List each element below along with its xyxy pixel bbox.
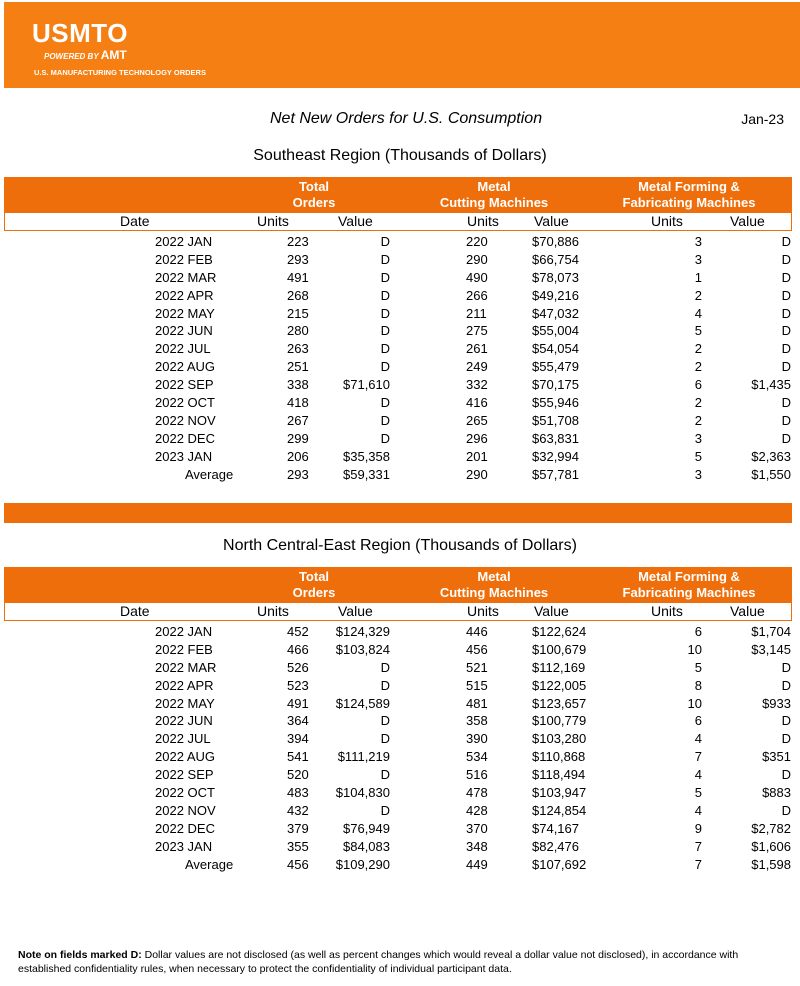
cell-form-value: D — [781, 269, 791, 285]
cell-total-value: $109,290 — [335, 856, 390, 872]
cell-date: 2022 FEB — [155, 251, 213, 267]
cell-date: 2022 JUL — [155, 731, 211, 747]
cell-total-value: D — [380, 659, 390, 675]
cell-cut-units: 534 — [466, 749, 488, 765]
col-cut-value: Value — [534, 213, 569, 229]
cell-form-units: 6 — [694, 624, 702, 639]
cell-form-units: 4 — [694, 767, 702, 783]
cell-total-value: D — [380, 677, 390, 693]
cell-form-units: 5 — [694, 448, 702, 464]
cell-cut-value: $103,947 — [532, 785, 587, 801]
footnote-text: Dollar values are not disclosed (as well as percent changes which would reveal a dollar value not disclosed), in accordance with established confidentiality rules, when necessary to protect the confidentiality of individual participant data. — [18, 949, 739, 975]
cell-date: 2022 NOV — [155, 802, 216, 818]
table-row — [0, 730, 800, 748]
cell-cut-value: $54,054 — [532, 341, 579, 357]
cell-form-value: D — [781, 395, 791, 411]
table-row — [0, 269, 800, 287]
cell-total-units: 355 — [287, 838, 309, 854]
cell-cut-units: 478 — [466, 785, 488, 801]
cell-form-units: 6 — [694, 377, 702, 393]
cell-form-value: D — [781, 677, 791, 693]
cell-form-value: D — [781, 359, 791, 375]
report-date: Jan-23 — [741, 111, 784, 127]
col-cut-value: Value — [534, 603, 569, 619]
table-row — [0, 838, 800, 856]
cell-total-value: $124,589 — [335, 695, 390, 711]
cell-form-units: 7 — [694, 749, 702, 765]
cell-date: 2022 JAN — [155, 624, 213, 639]
cell-form-units: 2 — [694, 395, 702, 411]
cell-total-value: D — [380, 767, 390, 783]
cell-form-units: 5 — [694, 785, 702, 801]
cell-cut-units: 332 — [466, 377, 488, 393]
cell-form-value: D — [781, 713, 791, 729]
cell-form-value: D — [781, 234, 791, 249]
cell-date: 2022 DEC — [155, 430, 215, 446]
cell-date: 2023 JAN — [155, 448, 213, 464]
cell-total-value: $124,329 — [335, 624, 390, 639]
cell-cut-units: 449 — [466, 856, 488, 872]
col-total-units: Units — [257, 603, 289, 619]
cell-date: 2022 OCT — [155, 395, 215, 411]
cell-date: 2022 MAR — [155, 269, 217, 285]
cell-cut-units: 290 — [466, 466, 488, 482]
report-title: Net New Orders for U.S. Consumption — [270, 110, 543, 127]
cell-form-value: D — [781, 767, 791, 783]
amt-logo: AMT — [100, 48, 127, 62]
table-row — [0, 305, 800, 323]
cell-total-value: D — [380, 287, 390, 303]
cell-cut-value: $57,781 — [532, 466, 579, 482]
cell-total-value: $84,083 — [343, 838, 390, 854]
group-total-orders: Total Orders — [292, 179, 336, 210]
cell-total-value: D — [380, 234, 390, 249]
table-column-header — [4, 213, 792, 231]
cell-date: 2022 MAR — [155, 659, 217, 675]
cell-total-units: 466 — [287, 641, 309, 657]
cell-form-value: $1,606 — [751, 838, 791, 854]
cell-form-units: 10 — [687, 641, 702, 657]
usmto-logo: USMTO — [32, 18, 128, 48]
cell-cut-value: $107,692 — [532, 856, 587, 872]
cell-cut-units: 416 — [466, 395, 488, 411]
cell-cut-units: 490 — [466, 269, 488, 285]
col-date: Date — [120, 603, 150, 619]
col-cut-units: Units — [467, 213, 499, 229]
cell-cut-units: 521 — [466, 659, 488, 675]
cell-total-value: $59,331 — [343, 466, 390, 482]
cell-cut-value: $124,854 — [532, 802, 587, 818]
cell-form-value: D — [781, 802, 791, 818]
cell-form-units: 3 — [694, 430, 702, 446]
header-banner — [4, 2, 800, 88]
cell-date: 2022 FEB — [155, 641, 213, 657]
cell-cut-units: 220 — [466, 234, 488, 249]
cell-form-value: $1,598 — [751, 856, 791, 872]
cell-form-value: D — [781, 305, 791, 321]
cell-form-units: 1 — [694, 269, 702, 285]
cell-form-value: D — [781, 287, 791, 303]
cell-cut-value: $49,216 — [532, 287, 579, 303]
cell-total-units: 223 — [287, 234, 309, 249]
cell-cut-value: $78,073 — [532, 269, 579, 285]
cell-form-units: 3 — [694, 466, 702, 482]
cell-cut-units: 370 — [466, 820, 488, 836]
cell-form-units: 7 — [694, 856, 702, 872]
table-row — [0, 641, 800, 659]
table-body-southeast — [0, 233, 800, 483]
cell-form-units: 2 — [694, 359, 702, 375]
cell-cut-value: $122,624 — [532, 624, 587, 639]
cell-total-value: D — [380, 251, 390, 267]
cell-cut-units: 358 — [466, 713, 488, 729]
table-row — [0, 376, 800, 394]
cell-date: 2022 MAY — [155, 305, 215, 321]
cell-cut-value: $100,779 — [532, 713, 587, 729]
cell-form-value: D — [781, 659, 791, 675]
cell-date: 2022 JAN — [155, 234, 213, 249]
cell-form-value: D — [781, 323, 791, 339]
cell-form-value: D — [781, 412, 791, 428]
cell-form-value: $3,145 — [751, 641, 791, 657]
cell-total-units: 491 — [287, 269, 309, 285]
group-total-orders: Total Orders — [292, 569, 336, 600]
cell-total-value: $71,610 — [343, 377, 390, 393]
cell-date: 2022 SEP — [155, 377, 214, 393]
cell-form-units: 4 — [694, 802, 702, 818]
cell-date: 2022 MAY — [155, 695, 215, 711]
cell-total-value: D — [380, 713, 390, 729]
cell-total-units: 251 — [287, 359, 309, 375]
cell-date: 2023 JAN — [155, 838, 213, 854]
cell-date: 2022 APR — [155, 287, 214, 303]
cell-total-units: 523 — [287, 677, 309, 693]
cell-total-units: 364 — [287, 713, 309, 729]
cell-total-value: $111,219 — [337, 749, 390, 765]
table-column-header — [4, 603, 792, 621]
cell-date: 2022 AUG — [155, 749, 215, 765]
cell-total-value: D — [380, 341, 390, 357]
table-row — [0, 677, 800, 695]
average-row — [0, 466, 800, 484]
cell-form-value: D — [781, 251, 791, 267]
cell-total-units: 520 — [287, 767, 309, 783]
cell-total-units: 268 — [287, 287, 309, 303]
cell-cut-value: $110,868 — [532, 749, 586, 765]
cell-date: 2022 NOV — [155, 412, 216, 428]
cell-form-value: D — [781, 430, 791, 446]
footnote — [18, 948, 778, 976]
cell-date: Average — [185, 466, 234, 482]
cell-form-value: D — [781, 731, 791, 747]
cell-total-value: D — [380, 269, 390, 285]
cell-form-value: $933 — [762, 695, 791, 711]
table-group-header — [4, 177, 792, 213]
col-form-value: Value — [730, 213, 765, 229]
table-row — [0, 448, 800, 466]
cell-total-units: 491 — [287, 695, 309, 711]
cell-cut-value: $32,994 — [532, 448, 579, 464]
table-row — [0, 340, 800, 358]
cell-total-units: 280 — [287, 323, 309, 339]
cell-total-units: 338 — [287, 377, 309, 393]
cell-total-value: $76,949 — [343, 820, 390, 836]
cell-form-units: 2 — [694, 287, 702, 303]
cell-cut-units: 265 — [466, 412, 488, 428]
cell-total-units: 394 — [287, 731, 309, 747]
cell-date: 2022 AUG — [155, 359, 215, 375]
table-group-header — [4, 567, 792, 603]
table-row — [0, 287, 800, 305]
cell-form-value: $2,782 — [751, 820, 791, 836]
cell-total-value: $103,824 — [335, 641, 390, 657]
cell-form-units: 4 — [694, 731, 702, 747]
cell-cut-units: 348 — [466, 838, 488, 854]
table-row — [0, 358, 800, 376]
cell-form-value: $1,704 — [751, 624, 791, 639]
group-metal-forming: Metal Forming & Fabricating Machines — [622, 179, 756, 210]
cell-total-value: D — [380, 395, 390, 411]
cell-cut-value: $122,005 — [532, 677, 587, 693]
group-metal-forming: Metal Forming & Fabricating Machines — [622, 569, 756, 600]
region-title-southeast: Southeast Region (Thousands of Dollars) — [253, 147, 547, 164]
cell-cut-units: 296 — [466, 430, 488, 446]
cell-total-units: 267 — [287, 412, 309, 428]
tagline: U.S. MANUFACTURING TECHNOLOGY ORDERS — [34, 68, 206, 77]
cell-cut-units: 515 — [466, 677, 488, 693]
col-cut-units: Units — [467, 603, 499, 619]
cell-total-units: 299 — [287, 430, 309, 446]
cell-total-value: $104,830 — [335, 785, 390, 801]
cell-cut-value: $55,946 — [532, 395, 579, 411]
cell-cut-value: $123,657 — [532, 695, 587, 711]
cell-form-value: D — [781, 341, 791, 357]
cell-total-units: 418 — [287, 395, 309, 411]
table-row — [0, 766, 800, 784]
cell-form-value: $1,435 — [751, 377, 791, 393]
cell-form-units: 10 — [687, 695, 702, 711]
cell-cut-value: $103,280 — [532, 731, 587, 747]
average-row — [0, 856, 800, 874]
cell-date: 2022 OCT — [155, 785, 215, 801]
cell-cut-units: 275 — [466, 323, 488, 339]
cell-cut-value: $82,476 — [532, 838, 579, 854]
cell-form-units: 2 — [694, 341, 702, 357]
table-body-north-central-east — [0, 623, 800, 873]
cell-total-units: 263 — [287, 341, 309, 357]
cell-form-value: $2,363 — [751, 448, 791, 464]
cell-cut-units: 211 — [466, 305, 487, 321]
cell-form-units: 5 — [694, 659, 702, 675]
cell-cut-units: 201 — [466, 448, 488, 464]
table-row — [0, 659, 800, 677]
cell-form-units: 7 — [694, 838, 702, 854]
cell-cut-value: $118,494 — [532, 767, 586, 783]
section-divider — [4, 503, 792, 523]
table-row — [0, 430, 800, 448]
cell-cut-value: $74,167 — [532, 820, 579, 836]
cell-total-value: D — [380, 731, 390, 747]
cell-form-units: 4 — [694, 305, 702, 321]
cell-cut-value: $47,032 — [532, 305, 579, 321]
cell-cut-value: $55,479 — [532, 359, 579, 375]
cell-form-units: 6 — [694, 713, 702, 729]
table-row — [0, 233, 800, 251]
region-title-north-central-east: North Central-East Region (Thousands of Dollars) — [223, 537, 577, 554]
cell-form-value: $1,550 — [751, 466, 791, 482]
cell-cut-value: $112,169 — [532, 659, 586, 675]
cell-total-units: 456 — [287, 856, 309, 872]
cell-total-value: D — [380, 323, 390, 339]
cell-date: 2022 JUN — [155, 323, 213, 339]
col-total-value: Value — [338, 603, 373, 619]
cell-total-units: 526 — [287, 659, 309, 675]
table-row — [0, 322, 800, 340]
cell-cut-units: 428 — [466, 802, 488, 818]
cell-date: Average — [185, 856, 234, 872]
cell-cut-units: 261 — [466, 341, 488, 357]
cell-date: 2022 JUN — [155, 713, 213, 729]
cell-cut-value: $55,004 — [532, 323, 579, 339]
table-row — [0, 695, 800, 713]
cell-date: 2022 DEC — [155, 820, 215, 836]
cell-cut-units: 456 — [466, 641, 488, 657]
cell-total-value: D — [380, 359, 390, 375]
cell-total-units: 215 — [287, 305, 309, 321]
cell-cut-units: 390 — [466, 731, 488, 747]
col-form-value: Value — [730, 603, 765, 619]
cell-date: 2022 APR — [155, 677, 214, 693]
cell-form-units: 3 — [694, 251, 702, 267]
cell-total-value: D — [380, 430, 390, 446]
cell-total-units: 432 — [287, 802, 309, 818]
cell-date: 2022 SEP — [155, 767, 214, 783]
cell-cut-units: 266 — [466, 287, 488, 303]
cell-cut-units: 249 — [466, 359, 488, 375]
table-row — [0, 802, 800, 820]
cell-cut-units: 516 — [466, 767, 488, 783]
cell-cut-value: $100,679 — [532, 641, 587, 657]
cell-cut-value: $63,831 — [532, 430, 579, 446]
table-row — [0, 623, 800, 641]
powered-by-label: POWERED BY — [44, 52, 99, 61]
cell-date: 2022 JUL — [155, 341, 211, 357]
table-row — [0, 412, 800, 430]
cell-total-value: $35,358 — [343, 448, 390, 464]
cell-form-units: 3 — [694, 234, 702, 249]
cell-form-units: 5 — [694, 323, 702, 339]
cell-total-value: D — [380, 305, 390, 321]
group-metal-cutting: Metal Cutting Machines — [439, 569, 549, 600]
cell-form-value: $351 — [762, 749, 791, 765]
table-row — [0, 748, 800, 766]
cell-form-units: 8 — [694, 677, 702, 693]
cell-total-units: 293 — [287, 466, 309, 482]
cell-form-value: $883 — [762, 785, 791, 801]
cell-cut-units: 446 — [466, 624, 488, 639]
table-row — [0, 394, 800, 412]
col-total-units: Units — [257, 213, 289, 229]
cell-total-units: 541 — [287, 749, 309, 765]
cell-total-units: 452 — [287, 624, 309, 639]
col-form-units: Units — [651, 603, 683, 619]
cell-cut-value: $51,708 — [532, 412, 579, 428]
cell-cut-value: $66,754 — [532, 251, 579, 267]
cell-total-value: D — [380, 802, 390, 818]
cell-total-units: 293 — [287, 251, 309, 267]
group-metal-cutting: Metal Cutting Machines — [439, 179, 549, 210]
table-row — [0, 712, 800, 730]
cell-form-units: 2 — [694, 412, 702, 428]
col-form-units: Units — [651, 213, 683, 229]
powered-by — [44, 48, 127, 62]
cell-total-units: 379 — [287, 820, 309, 836]
table-row — [0, 251, 800, 269]
cell-total-units: 483 — [287, 785, 309, 801]
cell-cut-value: $70,886 — [532, 234, 579, 249]
cell-cut-value: $70,175 — [532, 377, 579, 393]
cell-cut-units: 290 — [466, 251, 488, 267]
cell-cut-units: 481 — [466, 695, 488, 711]
col-total-value: Value — [338, 213, 373, 229]
table-row — [0, 784, 800, 802]
cell-form-units: 9 — [694, 820, 702, 836]
cell-total-units: 206 — [287, 448, 309, 464]
table-row — [0, 820, 800, 838]
footnote-label: Note on fields marked D: — [18, 949, 142, 961]
col-date: Date — [120, 213, 150, 229]
cell-total-value: D — [380, 412, 390, 428]
